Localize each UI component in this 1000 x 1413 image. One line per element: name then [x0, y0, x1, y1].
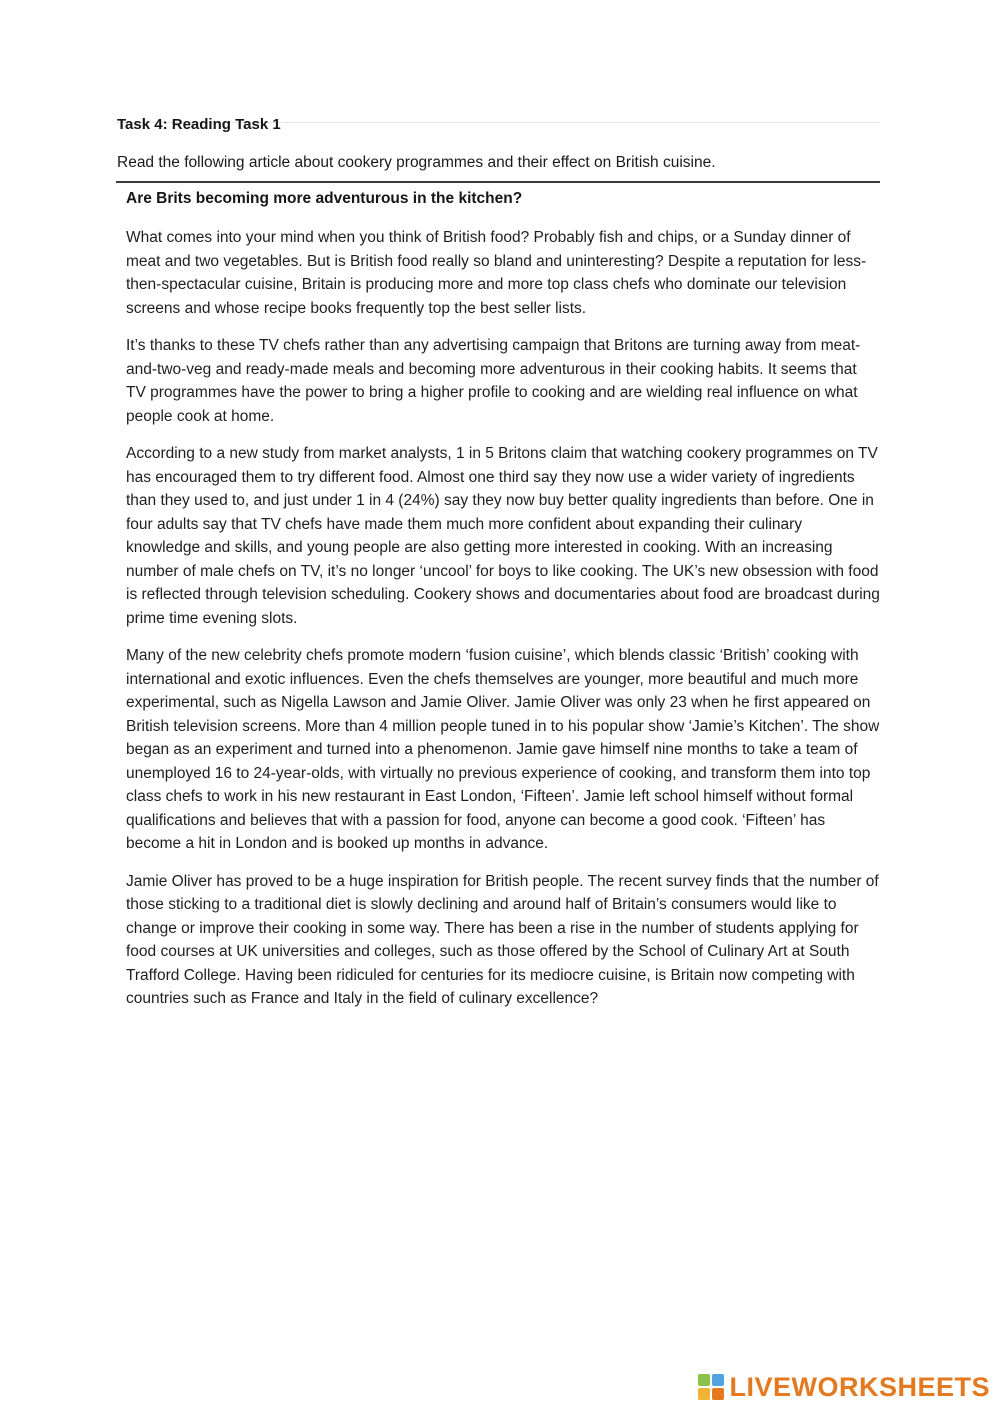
liveworksheets-logo-icon — [698, 1374, 724, 1400]
task-title: Task 4: Reading Task 1 — [117, 116, 281, 133]
article-paragraph: What comes into your mind when you think of British food? Probably fish and chips, or a Sunday dinner of meat and two vegetables. But is British food really so bland and uninteresting? Despite a reputation for less-then-spectacular cuisine, Britain is producing more and more top class chefs who dominate our television screens and whose recipe books frequently top the best seller lists. — [126, 229, 867, 317]
article-paragraph: It’s thanks to these TV chefs rather than any advertising campaign that Britons are turning away from meat-and-two-veg and ready-made meals and becoming more adventurous in their cooking habits. It seems that TV programmes have the power to bring a higher profile to cooking and are wielding real influence on what people cook at home. — [126, 337, 861, 425]
article-title: Are Brits becoming more adventurous in the kitchen? — [126, 190, 523, 207]
heading-divider — [116, 181, 880, 183]
liveworksheets-brand[interactable] — [698, 1369, 990, 1405]
logo-square-yellow — [698, 1388, 710, 1400]
article — [126, 186, 880, 1025]
logo-square-blue — [712, 1374, 724, 1386]
article-paragraph: According to a new study from market analysts, 1 in 5 Britons claim that watching cookery programmes on TV has encouraged them to try different food. Almost one third say they now use a wider variety of ingredients than they used to, and just under 1 in 4 (24%) say they now buy better quality ingredients than before. One in four adults say that TV chefs have made them much more confident about expanding their culinary knowledge and skills, and young people are also getting more interested in cooking. With an increasing number of male chefs on TV, it’s no longer ‘uncool’ for boys to like cooking. The UK’s new obsession with food is reflected through television scheduling. Cookery shows and documentaries about food are broadcast during prime time evening slots. — [126, 445, 880, 627]
article-paragraph: Jamie Oliver has proved to be a huge inspiration for British people. The recent survey finds that the number of those sticking to a traditional diet is slowly declining and around half of Britain’s consumers would like to change or improve their cooking in some way. There has been a rise in the number of students applying for food courses at UK universities and colleges, such as those offered by the School of Culinary Art at South Trafford College. Having been ridiculed for centuries for its mediocre cuisine, is Britain now competing with countries such as France and Italy in the field of culinary excellence? — [126, 872, 879, 1007]
logo-square-orange — [712, 1388, 724, 1400]
article-paragraph: Many of the new celebrity chefs promote modern ‘fusion cuisine’, which blends classic ‘British’ cooking with international and exotic influences. Even the chefs themselves are younger, more beautiful and much more experimental, such as Nigella Lawson and Jamie Oliver. Jamie Oliver was only 23 when he first appeared on British television screens. More than 4 million people tuned in to his popular show ‘Jamie’s Kitchen’. The show began as an experiment and turned into a phenomenon. Jamie gave himself nine months to take a team of unemployed 16 to 24-year-olds, with virtually no previous experience of cooking, and transform them into top class chefs to work in his new restaurant in East London, ‘Fifteen’. Jamie left school himself without formal qualifications and believes that with a passion for food, anyone can become a good cook. ‘Fifteen’ has become a hit in London and is booked up months in advance. — [126, 647, 880, 852]
task-instruction: Read the following article about cookery programmes and their effect on British cuisine. — [117, 154, 716, 171]
brand-name: LIVEWORKSHEETS — [729, 1371, 990, 1402]
logo-square-green — [698, 1374, 710, 1386]
